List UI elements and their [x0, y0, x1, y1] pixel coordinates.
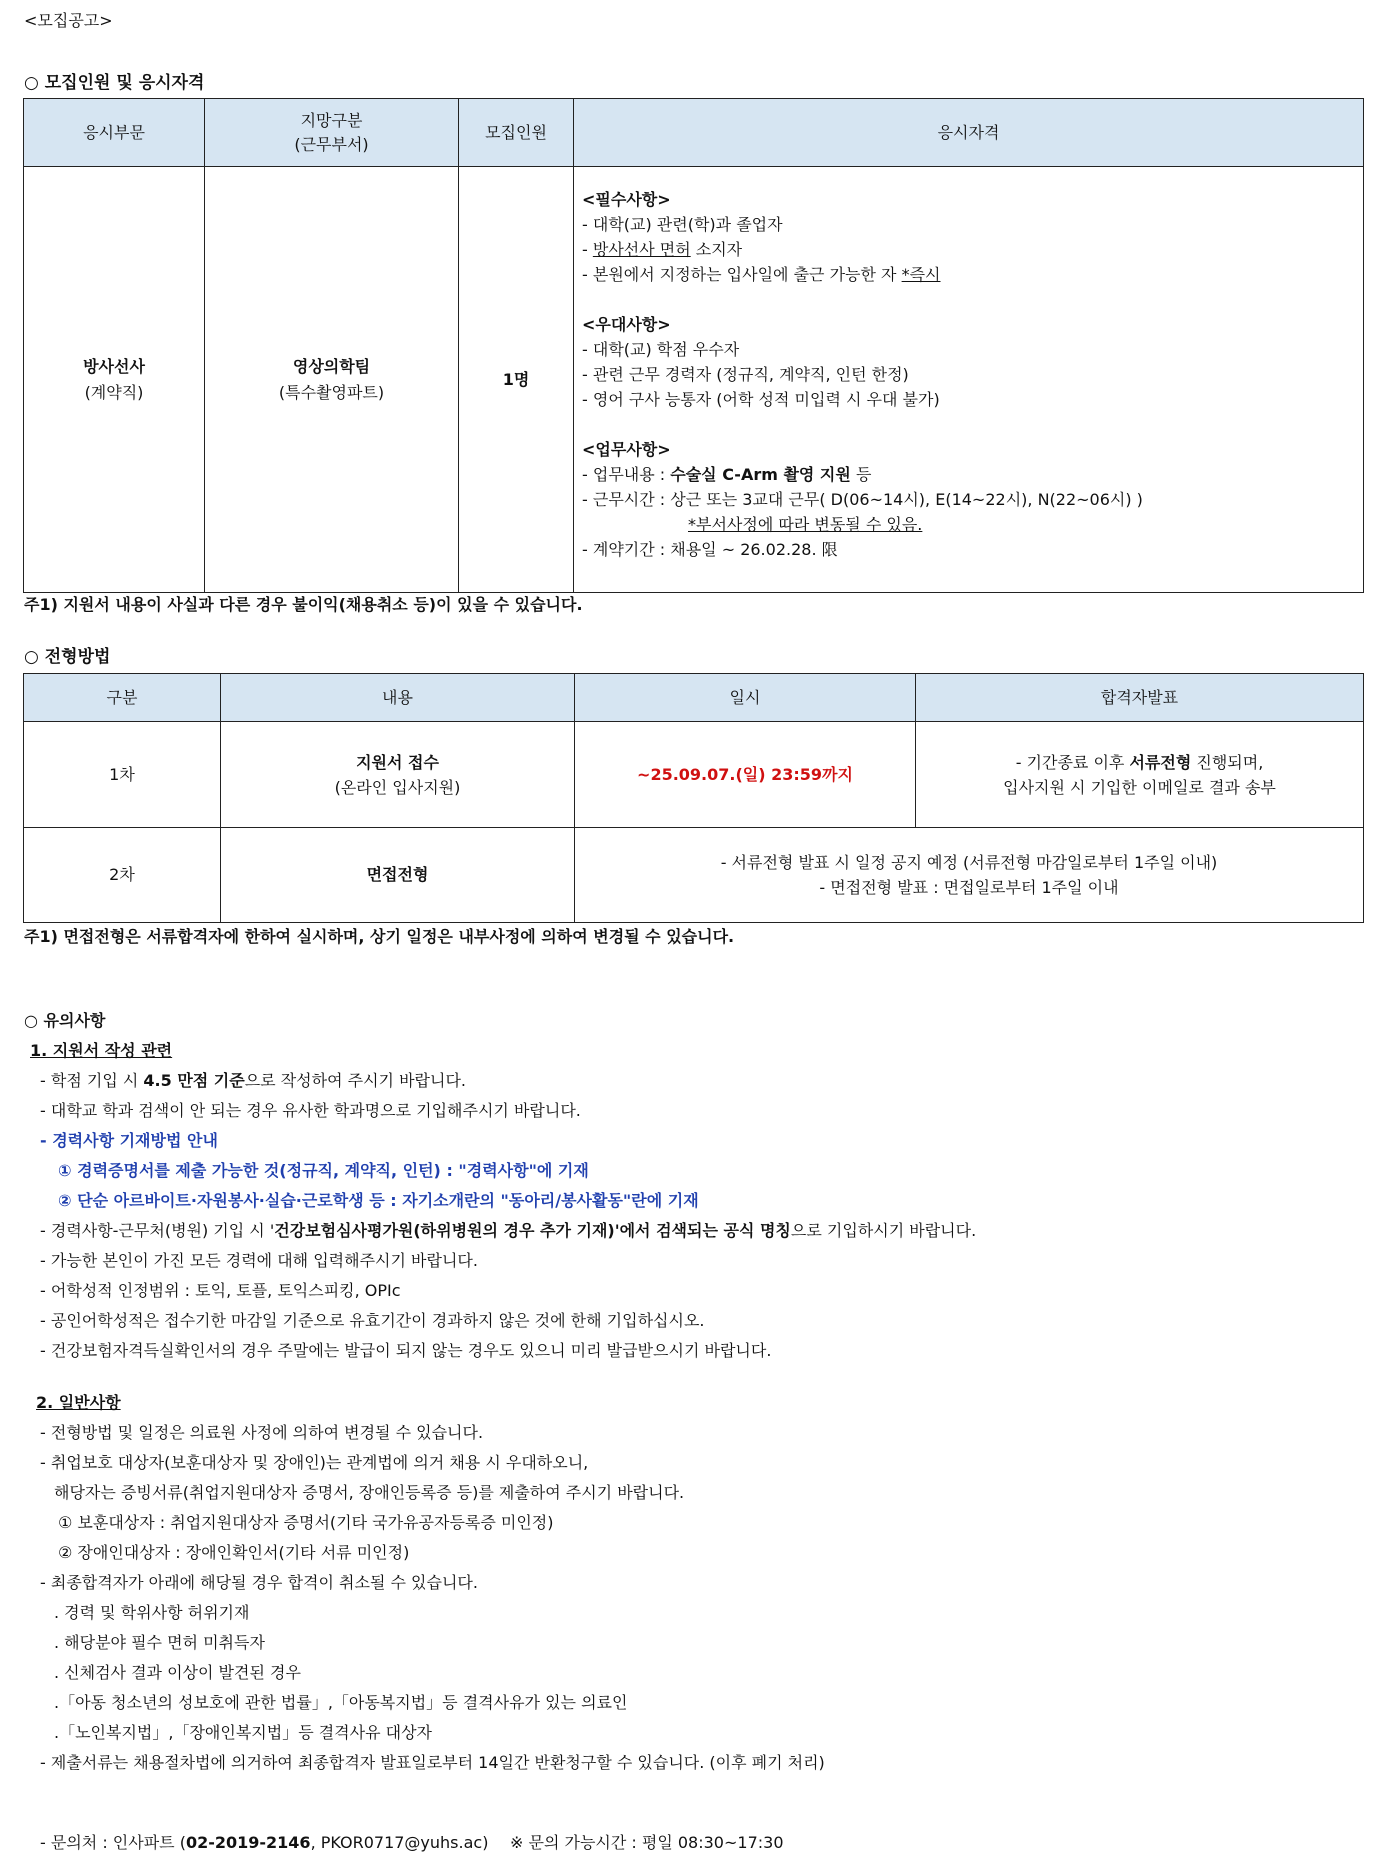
general-item: ② 장애인대상자 : 장애인확인서(기타 서류 미인정): [58, 1543, 410, 1562]
col-result: 합격자발표: [916, 674, 1364, 722]
note-career-1: ① 경력증명서를 제출 가능한 것(정규직, 계약직, 인턴) : "경력사항"에 기재: [58, 1161, 589, 1180]
note-career-2: ② 단순 아르바이트·자원봉사·실습·근로학생 등 : 자기소개란의 "동아리/봉사활동"란에 기재: [58, 1191, 699, 1210]
required-item: - 대학(교) 관련(학)과 졸업자: [582, 215, 783, 234]
note-gpa: [40, 1070, 466, 1092]
text: - 업무내용 :: [582, 465, 671, 484]
result-bold: 서류전형: [1129, 752, 1192, 772]
text: -: [582, 240, 593, 259]
text: - 문의처 : 인사파트 (: [40, 1833, 186, 1852]
col-division-line1: 지망구분: [300, 110, 363, 130]
general-item: 해당자는 증빙서류(취업지원대상자 증명서, 장애인등록증 등)를 제출하여 주시기 바랍니다.: [54, 1483, 685, 1502]
note-career-guide: - 경력사항 기재방법 안내: [40, 1131, 218, 1150]
section-heading-positions: ○ 모집인원 및 응시자격: [24, 73, 205, 93]
preferred-title: <우대사항>: [582, 315, 671, 334]
division-sub: (특수촬영파트): [278, 382, 385, 402]
result-line: 입사지원 시 기입한 이메일로 결과 송부: [1003, 777, 1276, 797]
notice-title: <모집공고>: [24, 11, 113, 30]
note-school: - 대학교 학과 검색이 안 되는 경우 유사한 학과명으로 기입해주시기 바랍니다.: [40, 1101, 581, 1120]
subsection-general: 2. 일반사항: [36, 1393, 121, 1412]
duty-note: *부서사정에 따라 변동될 수 있음.: [688, 515, 923, 534]
cell-stage: 2차: [24, 828, 221, 923]
selection-table: [23, 673, 1364, 923]
required-title: <필수사항>: [582, 190, 671, 209]
subsection-application: 1. 지원서 작성 관련: [30, 1041, 173, 1060]
cell-division: [205, 167, 459, 593]
text: 으로 기입하시기 바랍니다.: [790, 1221, 977, 1240]
content-sub: (온라인 입사지원): [334, 777, 461, 797]
result-line: - 면접전형 발표 : 면접일로부터 1주일 이내: [819, 878, 1119, 897]
col-dept: 응시부문: [24, 99, 205, 167]
col-stage: 구분: [24, 674, 221, 722]
license-underlined: 방사선사 면허: [592, 240, 691, 259]
note-all-career: - 가능한 본인이 가진 모든 경력에 대해 입력해주시기 바랍니다.: [40, 1251, 478, 1270]
text: - 본원에서 지정하는 입사일에 출근 가능한 자: [582, 265, 902, 284]
section-heading-selection: ○ 전형방법: [24, 647, 111, 667]
cell-count: 1명: [459, 167, 574, 593]
cell-stage: 1차: [24, 722, 221, 828]
text: 소지자: [690, 240, 743, 259]
table-header-row: [24, 674, 1364, 722]
general-item: - 최종합격자가 아래에 해당될 경우 합격이 취소될 수 있습니다.: [40, 1573, 478, 1592]
general-item: . 경력 및 학위사항 허위기재: [54, 1603, 250, 1622]
cell-deadline: ~25.09.07.(일) 23:59까지: [575, 722, 916, 828]
hospital-bold: 건강보험심사평가원(하위병원의 경우 추가 기재)'에서 검색되는 공식 명칭: [274, 1221, 791, 1240]
duty-note-wrap: [582, 512, 1363, 537]
content-title: 지원서 접수: [356, 752, 439, 772]
contact-hours: ※ 문의 가능시간 : 평일 08:30~17:30: [510, 1833, 784, 1852]
preferred-item: - 대학(교) 학점 우수자: [582, 340, 740, 359]
table-header-row: [24, 99, 1364, 167]
text: 진행되며,: [1191, 752, 1264, 772]
col-count: 모집인원: [459, 99, 574, 167]
col-division: [205, 99, 459, 167]
required-item: [582, 262, 1363, 287]
text: - 경력사항-근무처(병원) 기입 시 ': [40, 1221, 275, 1240]
result-line: [916, 750, 1363, 775]
table-row: [24, 828, 1364, 923]
cell-content: [221, 722, 575, 828]
table-row: [24, 722, 1364, 828]
general-item: - 취업보호 대상자(보훈대상자 및 장애인)는 관계법에 의거 채용 시 우대하오니,: [40, 1453, 589, 1472]
col-content: 내용: [221, 674, 575, 722]
cell-result: [575, 828, 1364, 923]
note-hospital: [40, 1220, 976, 1242]
duty-item: [582, 462, 1363, 487]
text: - 학점 기입 시: [40, 1071, 144, 1090]
dept-type: (계약직): [84, 382, 144, 402]
dept-name: 방사선사: [83, 356, 145, 376]
preferred-item: - 관련 근무 경력자 (정규직, 계약직, 인턴 한정): [582, 365, 909, 384]
immediate-note: *즉시: [901, 265, 941, 284]
division-name: 영상의학팀: [292, 356, 371, 376]
cell-dept: [24, 167, 205, 593]
col-qualification: 응시자격: [574, 99, 1364, 167]
cell-qualification: [574, 167, 1364, 593]
section-heading-notes: ○ 유의사항: [24, 1011, 106, 1030]
general-item: ① 보훈대상자 : 취업지원대상자 증명서(기타 국가유공자등록증 미인정): [58, 1513, 554, 1532]
general-item: .「아동 청소년의 성보호에 관한 법률」,「아동복지법」등 결격사유가 있는 의료인: [54, 1693, 628, 1712]
text: - 기간종료 이후: [1015, 752, 1130, 772]
contact-email: , PKOR0717@yuhs.ac): [310, 1833, 489, 1852]
table-row: [24, 167, 1364, 593]
positions-table: [23, 98, 1364, 593]
contact-info: [40, 1832, 488, 1854]
duty-bold: 수술실 C-Arm 촬영 지원: [670, 465, 851, 484]
note-lang-range: - 어학성적 인정범위 : 토익, 토플, 토익스피킹, OPIc: [40, 1281, 401, 1300]
cell-content: 면접전형: [221, 828, 575, 923]
positions-note: 주1) 지원서 내용이 사실과 다른 경우 불이익(채용취소 등)이 있을 수 있습니다.: [24, 595, 583, 614]
preferred-item: - 영어 구사 능통자 (어학 성적 미입력 시 우대 불가): [582, 390, 940, 409]
required-item: [582, 237, 1363, 262]
general-item: . 해당분야 필수 면허 미취득자: [54, 1633, 265, 1652]
gpa-bold: 4.5 만점 기준: [143, 1071, 245, 1090]
note-insurance: - 건강보험자격득실확인서의 경우 주말에는 발급이 되지 않는 경우도 있으니 미리 발급받으시기 바랍니다.: [40, 1341, 772, 1360]
general-item: - 전형방법 및 일정은 의료원 사정에 의하여 변경될 수 있습니다.: [40, 1423, 484, 1442]
col-division-line2: (근무부서): [294, 134, 369, 154]
general-item: - 제출서류는 채용절차법에 의거하여 최종합격자 발표일로부터 14일간 반환청구할 수 있습니다. (이후 폐기 처리): [40, 1753, 825, 1772]
general-item: .「노인복지법」,「장애인복지법」등 결격사유 대상자: [54, 1723, 433, 1742]
duty-item: - 계약기간 : 채용일 ~ 26.02.28. 限: [582, 540, 838, 559]
col-date: 일시: [575, 674, 916, 722]
result-line: - 서류전형 발표 시 일정 공지 예정 (서류전형 마감일로부터 1주일 이내): [720, 853, 1218, 872]
text: 등: [850, 465, 872, 484]
cell-result: [916, 722, 1364, 828]
note-lang-valid: - 공인어학성적은 접수기한 마감일 기준으로 유효기간이 경과하지 않은 것에 한해 기입하십시오.: [40, 1311, 705, 1330]
selection-note: 주1) 면접전형은 서류합격자에 한하여 실시하며, 상기 일정은 내부사정에 의하여 변경될 수 있습니다.: [24, 927, 735, 946]
duty-title: <업무사항>: [582, 440, 671, 459]
contact-phone: 02-2019-2146: [185, 1833, 311, 1852]
duty-item: - 근무시간 : 상근 또는 3교대 근무( D(06~14시), E(14~22시), N(22~06시) ): [582, 490, 1143, 509]
general-item: . 신체검사 결과 이상이 발견된 경우: [54, 1663, 301, 1682]
text: 으로 작성하여 주시기 바랍니다.: [244, 1071, 466, 1090]
